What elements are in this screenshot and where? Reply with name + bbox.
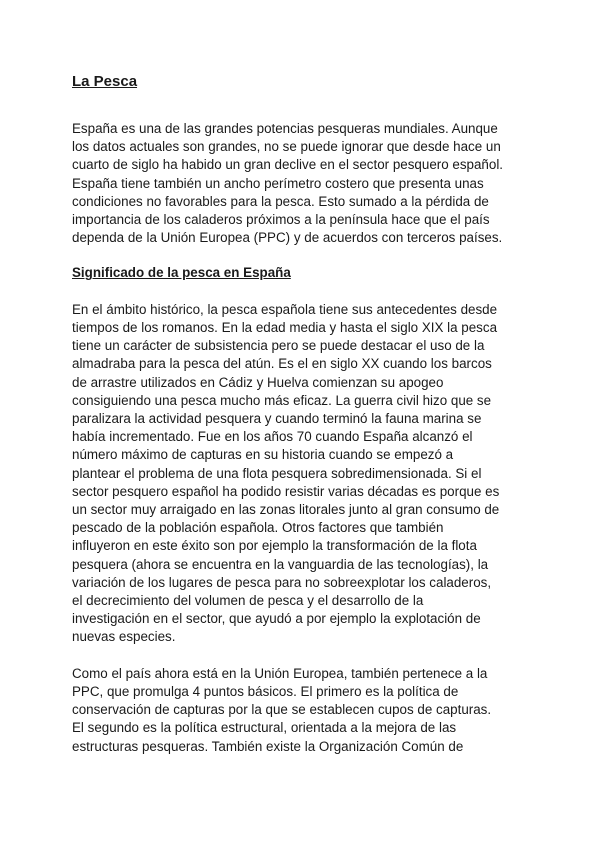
text-line: de arrastre utilizados en Cádiz y Huelva comienzan su apogeo — [72, 374, 444, 390]
text-line: importancia de los caladeros próximos a la península hace que el país — [72, 211, 490, 227]
text-line: un sector muy arraigado en las zonas litorales junto al gran consumo de — [72, 501, 500, 517]
text-line: influyeron en este éxito son por ejemplo la transformación de la flota — [72, 538, 477, 554]
text-line: cuarto de siglo ha habido un gran declive en el sector pesquero español. — [72, 157, 504, 173]
text-line: nuevas especies. — [72, 629, 176, 645]
text-line: PPC, que promulga 4 puntos básicos. El primero es la política de — [72, 684, 459, 700]
text-line: paralizara la actividad pesquera y cuando terminó la fauna marina se — [72, 411, 482, 427]
text-line: plantear el problema de una flota pesquera sobredimensionada. Si el — [72, 465, 482, 481]
text-line: sector pesquero español ha podido resistir varias décadas es porque es — [72, 483, 500, 499]
text-line: condiciones no favorables para la pesca. Esto sumado a la pérdida de — [72, 193, 489, 209]
text-line: los datos actuales son grandes, no se puede ignorar que desde hace un — [72, 139, 501, 155]
text-line: España es una de las grandes potencias pesqueras mundiales. Aunque — [72, 121, 498, 136]
text-line: En el ámbito histórico, la pesca española tiene sus antecedentes desde — [72, 301, 498, 317]
text-line: pescado de la población española. Otros factores que también — [72, 520, 444, 536]
text-line: variación de los lugares de pesca para no sobreexplotar los caladeros, — [72, 574, 492, 590]
text-line: El segundo es la política estructural, orientada a la mejora de las — [72, 720, 457, 736]
text-line: almadraba para la pesca del atún. Es el en siglo XX cuando los barcos — [72, 356, 492, 372]
text-line: pesquera (ahora se encuentra en la vanguardia de las tecnologías), la — [72, 556, 489, 572]
history-paragraph — [72, 301, 528, 647]
text-line: el decrecimiento del volumen de pesca y el desarrollo de la — [72, 592, 424, 608]
text-line: conservación de capturas por la que se establecen cupos de capturas. — [72, 702, 492, 718]
document-page — [72, 72, 528, 756]
text-line: España tiene también un ancho perímetro costero que presenta unas — [72, 175, 484, 191]
text-line: tiene un carácter de subsistencia pero se puede destacar el uso de la — [72, 338, 485, 354]
text-line: dependa de la Unión Europea (PPC) y de acuerdos con terceros países. — [72, 230, 503, 246]
document-title: La Pesca — [72, 73, 138, 90]
ppc-paragraph — [72, 665, 528, 756]
text-line: Como el país ahora está en la Unión Europea, también pertenece a la — [72, 665, 488, 681]
text-line: consiguiendo una pesca mucho más eficaz. La guerra civil hizo que se — [72, 392, 492, 408]
text-line: había incrementado. Fue en los años 70 cuando España alcanzó el — [72, 429, 473, 445]
section-heading: Significado de la pesca en España — [72, 265, 291, 281]
text-line: número máximo de capturas en su historia cuando se empezó a — [72, 447, 454, 463]
text-line: tiempos de los romanos. En la edad media y hasta el siglo XIX la pesca — [72, 320, 498, 336]
text-line: estructuras pesqueras. También existe la Organización Común de — [72, 738, 464, 754]
text-line: investigación en el sector, que ayudó a por ejemplo la explotación de — [72, 611, 481, 627]
intro-paragraph — [72, 120, 528, 247]
